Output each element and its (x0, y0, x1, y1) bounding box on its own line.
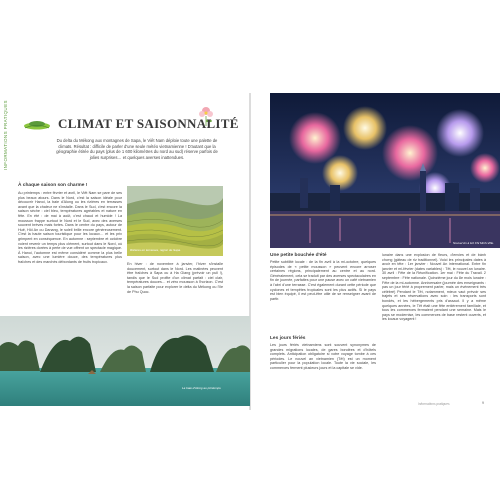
side-label: INFORMATIONS PRATIQUES (3, 100, 8, 170)
summer-column: Petite subtilité locale : de la fin avril à la mi-octobre, quelques épisodes de « petite mousson » peuvent encore arroser certaines régions, principalement au centre et au nord. Généralement, cela se traduit par des averses spectaculaires en fin de journée, parfaites pour une pause avec un café vietnamien à l'abri d'une terrasse. C'est également durant cette période que cyclones et tempêtes tropicales sont les plus actifs. Si le pays est bien équipé, il est peut-être utile de se renseigner avant de partir. (270, 260, 376, 301)
seasons-column-1: Au printemps : entre février et avril, le Viêt Nam se pare de ses plus beaux atours. Dans le Nord, c'est la saison idéale pour découvrir Hanoi, la baie d'Along ou les rizières en terrasses avant que la chaleur ne s'installe. Dans le Sud, c'est encore la saison sèche : ciel bleu, températures agréables et nature en fête. En été : de mai à août, c'est chaud et humide ! La mousson frappe surtout le Nord et le Sud, avec des averses souvent brèves mais fortes. Dans le centre du pays, autour de Huê, Hôi An ou Danang, le soleil brille encore généreusement. C'est la haute saison touristique pour les locaux… et les prix grimpent en conséquence. En automne : septembre et octobre voient revenir un temps plus clément, surtout dans le Nord, où les rizières dorées à perte de vue offrent un spectacle magique. À Hanoi, l'automne est même considéré comme la plus belle saison, avec une lumière douce, des températures plus fraîches et des marchés débordants de fruits tropicaux. (18, 191, 122, 264)
page-number-right: 9 (482, 401, 484, 405)
caption-fireworks: Nouvel An à Hô Chi Minh-Ville. (452, 241, 494, 245)
fireworks-photo (270, 93, 500, 248)
halong-bay-illustration (0, 316, 250, 406)
rice-terraces-photo (127, 186, 223, 256)
holidays-column-1: Les jours fériés vietnamiens sont souvent synonymes de grandes migrations locales, de gares bondées et d'hôtels complets. Anticipation obligatoire si votre voyage tombe à ces périodes. Le nouvel an vietnamien (Têt) est un moment particulier pour la population locale. Toute la vie sociale, les commerces ferment plusieurs jours et la capitale se vide. (270, 343, 376, 370)
leaf-icon (22, 119, 52, 131)
holidays-column-2: lunaire dans une explosion de fleurs, d'envies et de bánh chưng (gâteau de riz traditionnel). Voici les principales dates à avoir en tête : 1er janvier : Nouvel An international. Entre fin janvier et mi-février (dates variables) : Têt, le nouvel an lunaire. 30 avril : Fête de la Réunification. 1er mai : Fête du Travail. 2 septembre : Fête nationale. Quinzième jour du 8e mois lunaire : Fête de la mi-automne. Anniversaire (journée des enseignants : pas un jour férié à proprement parler, mais un événement très célébré) Pendant le Têt, notamment, mieux vaut prévoir ses trajets et ses réservations avec soin : les transports sont bondés, et les hébergements pris d'assaut. Il y a même quelques années, le Têt était une fête entièrement familiale, et tous les commerces fermaient pendant une semaine. Mais le pays se modernise, les commerces de base restent ouverts, et les locaux voyagent ! (382, 253, 486, 322)
rice-terraces-illustration (127, 186, 223, 256)
section-heading-summer: Une petite bouchée d'été (270, 253, 327, 258)
caption-halong-bay: La baie d'Along au printemps (182, 386, 221, 390)
running-footer: Informations pratiques (418, 402, 450, 406)
page-title: CLIMAT ET SAISONNALITÉ (58, 116, 239, 131)
caption-rice-terraces: Rizières en terrasses, région de Sapa. (130, 248, 182, 252)
section-heading-holidays: Les jours fériés (270, 336, 306, 341)
intro-paragraph: Du delta du Mékong aux montagnes de Sapa, le Viêt Nam déploie toute une palette de climats. Résultat : difficile de parler d'une seule météo vietnamienne ! D'autant que la géographie étirée du pays (plus de 1 600 kilomètres du nord au sud) réserve parfois de jolies surprises… et quelques averses inattendues. (56, 138, 218, 160)
section-heading-seasons: À chaque saison son charme ! (18, 183, 88, 188)
halong-bay-photo (0, 316, 250, 406)
fireworks-illustration (270, 93, 500, 248)
seasons-column-2: En hiver : de novembre à janvier, l'hiver s'installe doucement, surtout dans le Nord. Les matinées peuvent être fraîches à Sapa ou à Ha Giang (prévoir un pull !), tandis que le Sud profite d'un climat parfait : ciel clair, températures douces… et zéro mousson à l'horizon. C'est la saison parfaite pour explorer le delta du Mékong ou l'île de Phu Quoc. (127, 262, 223, 294)
